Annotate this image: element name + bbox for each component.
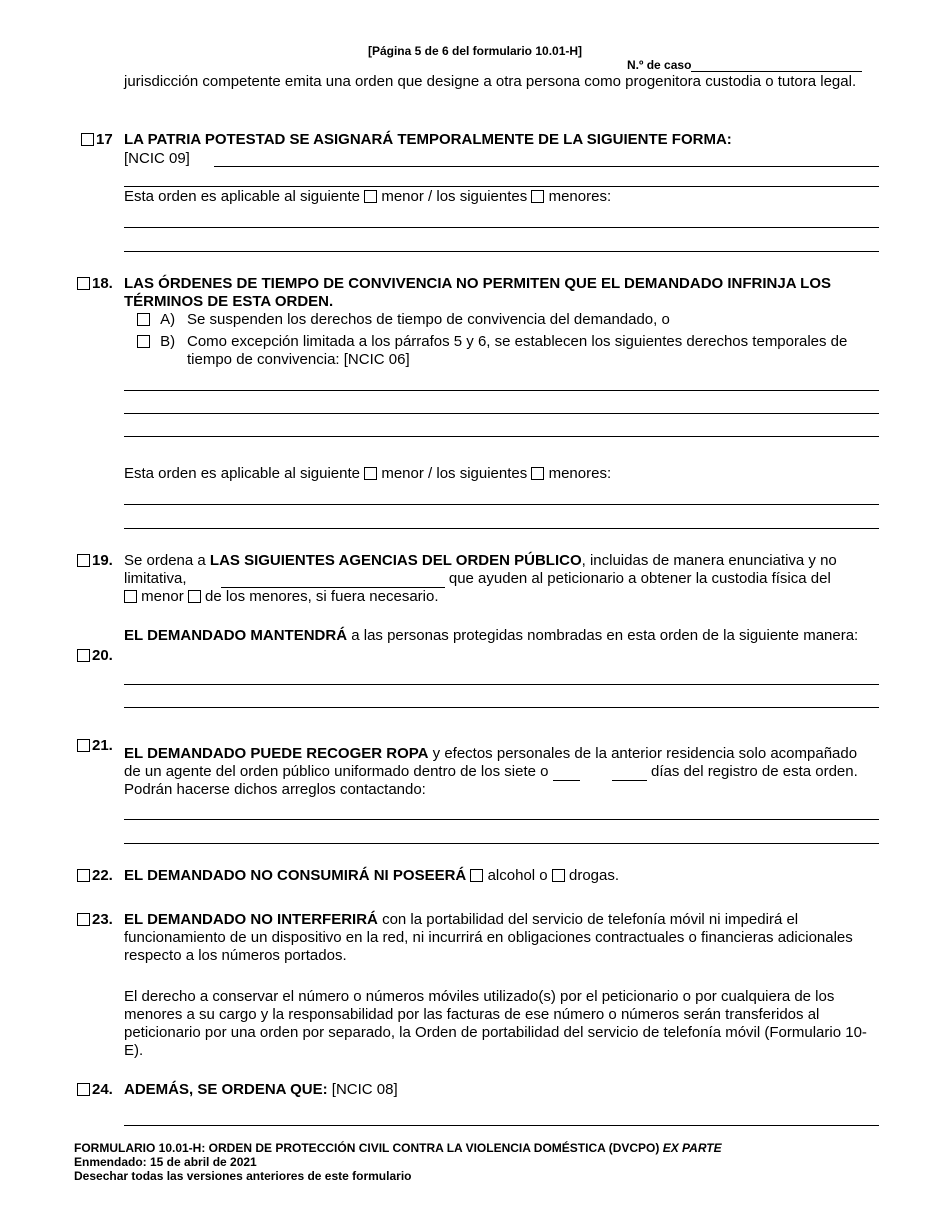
drugs-checkbox[interactable]	[552, 869, 565, 882]
footer-amended: Enmendado: 15 de abril de 2021	[74, 1155, 257, 1169]
section-number: 18.	[92, 275, 113, 292]
section-number: 17	[96, 131, 113, 148]
section-19-checkbox[interactable]	[77, 552, 113, 569]
section-19-bold: LAS SIGUIENTES AGENCIAS DEL ORDEN PÚBLICO	[209, 552, 582, 569]
section-21-checkbox[interactable]	[77, 737, 113, 754]
section-20-text	[124, 627, 874, 645]
section-18-line-3[interactable]	[124, 436, 879, 437]
section-21-bold: EL DEMANDADO PUEDE RECOGER ROPA	[124, 745, 429, 762]
minors-checkbox[interactable]	[188, 590, 201, 603]
section-24-text	[124, 1081, 874, 1099]
section-18-line-4[interactable]	[124, 504, 879, 505]
section-number: 21.	[92, 737, 113, 754]
minors-label: de los menores, si fuera necesario.	[205, 588, 439, 605]
section-23-body: con la portabilidad del servicio de telefonía móvil ni impedirá el funcionamiento de un dispositivo en la red, ni incurrirá en obligaciones contractuales o financieras adicionales respecto a los números portados.	[124, 911, 853, 964]
section-17-checkbox[interactable]	[81, 131, 113, 148]
one-minor-checkbox[interactable]	[364, 467, 377, 480]
footer-discard-note: Desechar todas las versiones anteriores de este formulario	[74, 1169, 412, 1183]
drugs-label: drogas.	[568, 867, 620, 884]
section-23-checkbox[interactable]	[77, 911, 113, 928]
applies-prefix: Esta orden es aplicable al siguiente	[124, 188, 360, 205]
checkbox-icon	[77, 649, 90, 662]
section-18-option-a-text: Se suspenden los derechos de tiempo de convivencia del demandado, o	[187, 311, 670, 328]
section-19-pre: Se ordena a	[124, 552, 210, 569]
section-17-line-1[interactable]	[124, 186, 879, 187]
checkbox-icon	[77, 1083, 90, 1096]
section-17-blank[interactable]	[214, 166, 879, 167]
section-21-body-2: días del registro de esta orden. Podrán hacerse dichos arreglos contactando:	[124, 763, 858, 798]
applies-mid: menor / los siguientes	[381, 465, 528, 482]
section-number: 23.	[92, 911, 113, 928]
checkbox-icon	[137, 313, 150, 326]
section-21-line-2[interactable]	[124, 843, 879, 844]
section-18-option-a[interactable]	[137, 311, 175, 329]
checkbox-icon	[77, 277, 90, 290]
applies-mid: menor / los siguientes	[381, 188, 528, 205]
case-number-label: N.º de caso	[627, 58, 692, 72]
applies-prefix: Esta orden es aplicable al siguiente	[124, 465, 360, 482]
checkbox-icon	[77, 554, 90, 567]
section-18-title: LAS ÓRDENES DE TIEMPO DE CONVIVENCIA NO PERMITEN QUE EL DEMANDADO INFRINJA LOS TÉRMINOS DE ESTA ORDEN.	[124, 275, 832, 310]
section-18-line-5[interactable]	[124, 528, 879, 529]
alcohol-checkbox[interactable]	[470, 869, 483, 882]
applies-suffix: menores:	[548, 465, 612, 482]
section-22-checkbox[interactable]	[77, 867, 113, 884]
checkbox-icon	[81, 133, 94, 146]
section-18-checkbox[interactable]	[77, 275, 113, 292]
section-number: 22.	[92, 867, 113, 884]
footer-form-title	[74, 1141, 722, 1155]
section-24-line[interactable]	[124, 1125, 879, 1126]
minor-checkbox[interactable]	[124, 590, 137, 603]
section-24-bold: ADEMÁS, SE ORDENA QUE:	[124, 1081, 328, 1098]
section-18-line-2[interactable]	[124, 413, 879, 414]
section-22-bold: EL DEMANDADO NO CONSUMIRÁ NI POSEERÁ	[124, 867, 467, 884]
section-22-text	[124, 867, 874, 885]
intro-text: jurisdicción competente emita una orden que designe a otra persona como progenitora custodia o tutora legal.	[124, 73, 857, 90]
section-18-option-b[interactable]	[137, 333, 175, 351]
one-minor-checkbox[interactable]	[364, 190, 377, 203]
option-b-label: B)	[160, 333, 176, 350]
section-number: 19.	[92, 552, 113, 569]
section-21-body: y efectos personales de la anterior residencia solo acompañado de un agente del orden público uniformado dentro de los siete o	[124, 745, 858, 780]
section-number: 20.	[92, 647, 113, 664]
alcohol-label: alcohol o	[487, 867, 548, 884]
section-21-line-1[interactable]	[124, 819, 879, 820]
section-18-line-1[interactable]	[124, 390, 879, 391]
section-23-text	[124, 911, 874, 965]
minor-label: menor	[141, 588, 184, 605]
section-18-option-b-text: Como excepción limitada a los párrafos 5 y 6, se establecen los siguientes derechos temporales de tiempo de convivencia: [NCIC 06]	[187, 333, 848, 368]
section-20-line-1[interactable]	[124, 684, 879, 685]
footer-title-italic: EX PARTE	[662, 1141, 722, 1155]
checkbox-icon	[77, 869, 90, 882]
applies-suffix: menores:	[548, 188, 612, 205]
section-19-text	[124, 552, 874, 606]
option-a-label: A)	[160, 311, 176, 328]
section-18-applies	[124, 465, 874, 483]
page-footer	[74, 1141, 722, 1183]
checkbox-icon	[77, 913, 90, 926]
section-21-text	[124, 745, 874, 799]
section-19-post2: que ayuden al peticionario a obtener la custodia física del	[448, 570, 831, 587]
footer-title-text: FORMULARIO 10.01-H: ORDEN DE PROTECCIÓN CIVIL CONTRA LA VIOLENCIA DOMÉSTICA (DVCPO)	[74, 1141, 663, 1155]
case-number-field[interactable]	[627, 58, 862, 72]
days-blank-2[interactable]	[612, 766, 647, 781]
multiple-minors-checkbox[interactable]	[531, 467, 544, 480]
section-24-code: [NCIC 08]	[327, 1081, 398, 1098]
section-17-code: [NCIC 09]	[124, 150, 190, 167]
section-20-bold: EL DEMANDADO MANTENDRÁ	[124, 627, 348, 644]
section-17-line-3[interactable]	[124, 251, 879, 252]
multiple-minors-checkbox[interactable]	[531, 190, 544, 203]
section-23-bold: EL DEMANDADO NO INTERFERIRÁ	[124, 911, 378, 928]
section-17-title: LA PATRIA POTESTAD SE ASIGNARÁ TEMPORALMENTE DE LA SIGUIENTE FORMA:	[124, 131, 732, 148]
section-19-post: , incluidas de manera enunciativa y no limitativa,	[124, 552, 837, 587]
section-20-checkbox[interactable]	[77, 647, 113, 664]
days-blank-1[interactable]	[553, 766, 580, 781]
checkbox-icon	[77, 739, 90, 752]
section-20-line-2[interactable]	[124, 707, 879, 708]
page-indicator: [Página 5 de 6 del formulario 10.01-H]	[367, 44, 583, 58]
section-number: 24.	[92, 1081, 113, 1098]
section-17-applies	[124, 188, 874, 206]
section-24-checkbox[interactable]	[77, 1081, 113, 1098]
agency-blank[interactable]	[221, 573, 445, 588]
section-17-line-2[interactable]	[124, 227, 879, 228]
checkbox-icon	[137, 335, 150, 348]
section-20-body: a las personas protegidas nombradas en esta orden de la siguiente manera:	[347, 627, 859, 644]
section-23-paragraph-2: El derecho a conservar el número o números móviles utilizado(s) por el peticionario o por cualquiera de los menores a su cargo y la responsabilidad por las facturas de ese número o números serán transferidos al peticionario por una orden por separado, la Orden de portabilidad del servicio de telefonía móvil (Formulario 10-E).	[124, 988, 867, 1059]
